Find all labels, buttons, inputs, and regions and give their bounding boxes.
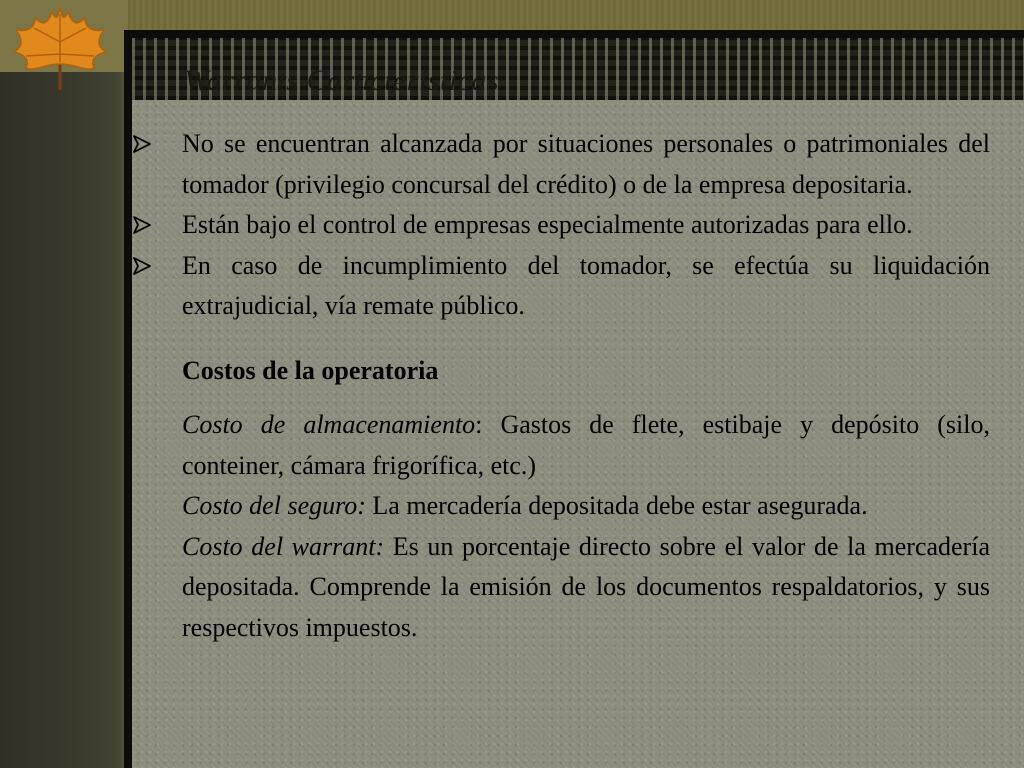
cost-text: Es un porcentaje directo sobre el valor de la mercadería depositada. Comprende la emisión de los documentos respaldatorios, y sus respectivos impuestos. xyxy=(182,531,990,642)
slide-title: Warrants Características xyxy=(184,64,500,97)
title-strip xyxy=(132,38,1024,100)
cost-text: La mercadería depositada debe estar asegurada. xyxy=(365,491,868,520)
bullet-text: No se encuentran alcanzada por situaciones personales o patrimoniales del tomador (privilegio concursal del crédito) o de la empresa depositaria. xyxy=(182,129,990,199)
bullet-text: En caso de incumplimiento del tomador, se efectúa su liquidación extrajudicial, vía remate público. xyxy=(182,250,990,320)
bullet-item xyxy=(130,246,990,327)
cost-item xyxy=(130,527,990,649)
cost-term: Costo del seguro: xyxy=(182,491,366,520)
bullet-text: Están bajo el control de empresas especialmente autorizadas para ello. xyxy=(182,210,913,239)
arrow-bullet-icon xyxy=(130,246,156,286)
cost-term: Costo del warrant: xyxy=(182,531,385,561)
cost-separator: : xyxy=(475,410,483,439)
cost-text: Gastos de flete, estibaje y depósito (silo, conteiner, cámara frigorífica, etc.) xyxy=(182,410,990,480)
slide-content xyxy=(130,124,990,648)
cost-term: Costo de almacenamiento xyxy=(182,410,476,439)
arrow-bullet-icon xyxy=(130,205,156,245)
arrow-bullet-icon xyxy=(130,124,156,164)
cost-item xyxy=(130,486,990,527)
left-sidebar-band xyxy=(0,0,128,768)
bullet-item xyxy=(130,205,990,246)
bullet-item xyxy=(130,124,990,205)
section-heading: Costos de la operatoria xyxy=(182,355,439,385)
autumn-leaf-icon xyxy=(4,2,114,94)
top-band xyxy=(0,0,1024,30)
cost-item xyxy=(130,405,990,486)
